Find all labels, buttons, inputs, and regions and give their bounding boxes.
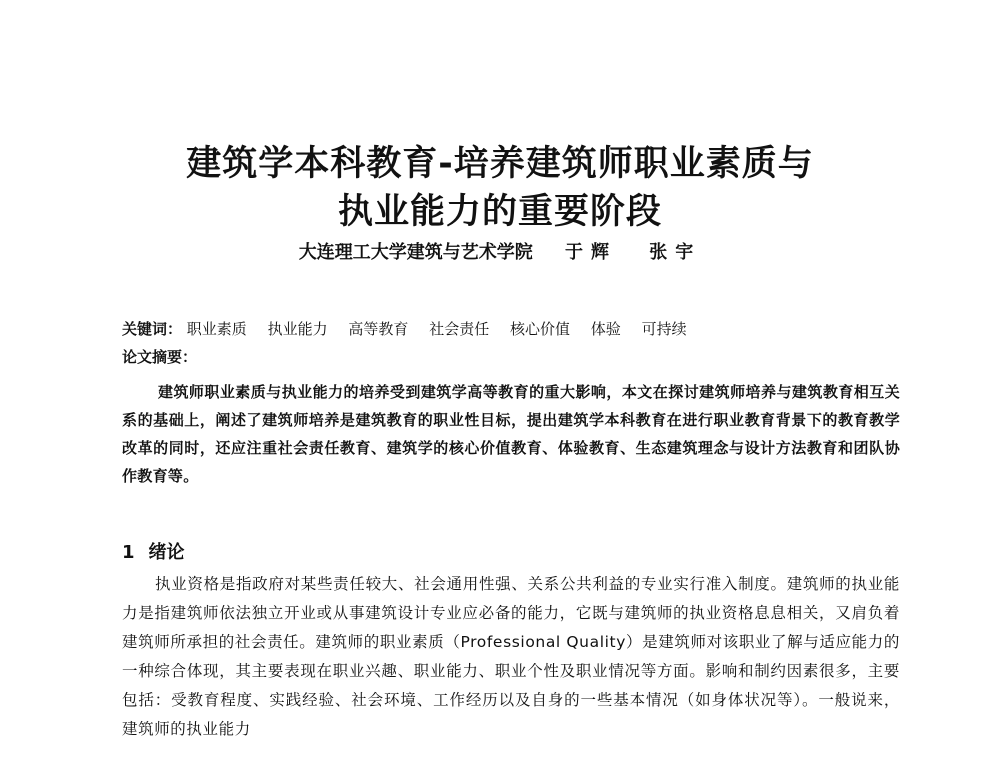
- abstract-paragraph: 建筑师职业素质与执业能力的培养受到建筑学高等教育的重大影响，本文在探讨建筑师培养与建筑教育相互关系的基础上，阐述了建筑师培养是建筑教育的职业性目标，提出建筑学本科教育在进行职业教育背景下的教育教学改革的同时，还应注重社会责任教育、建筑学的核心价值教育、体验教育、生态建筑理念与设计方法教育和团队协作教育等。: [122, 383, 900, 485]
- keyword-item: 高等教育: [348, 320, 409, 338]
- keyword-item: 执业能力: [267, 320, 328, 338]
- keyword-item: 社会责任: [429, 320, 490, 338]
- section-number: 1: [122, 542, 135, 563]
- author-name-2: 张宇: [649, 242, 702, 263]
- author-name-1: 于辉: [565, 242, 617, 263]
- author-line: [0, 240, 1000, 266]
- keyword-item: 核心价值: [509, 320, 570, 338]
- keywords-line: [122, 318, 922, 340]
- body-paragraph: 执业资格是指政府对某些责任较大、社会通用性强、关系公共利益的专业实行准入制度。建筑师的执业能力是指建筑师依法独立开业或从事建筑设计专业应必备的能力，它既与建筑师的执业资格息息相关，又肩负着建筑师所承担的社会责任。建筑师的职业素质（Professional Quality）是建筑师对该职业了解与适应能力的一种综合体现，其主要表现在职业兴趣、职业能力、职业个性及职业情况等方面。影响和制约因素很多，主要包括：受教育程度、实践经验、社会环境、工作经历以及自身的一些基本情况（如身体状况等）。一般说来，建筑师的执业能力: [122, 575, 900, 738]
- keywords-label: 关键词：: [122, 320, 183, 338]
- abstract-label: 论文摘要：: [122, 348, 198, 366]
- section-title: 绪论: [148, 542, 185, 563]
- keyword-item: 职业素质: [186, 320, 247, 338]
- section-heading: [122, 540, 185, 566]
- affiliation: 大连理工大学建筑与艺术学院: [298, 242, 533, 263]
- keyword-item: 体验: [590, 320, 621, 338]
- paper-title-line-1: 建筑学本科教育-培养建筑师职业素质与: [186, 144, 814, 184]
- paper-title-line-2: 执业能力的重要阶段: [337, 192, 662, 232]
- keyword-item: 可持续: [641, 320, 687, 338]
- title-block: [0, 140, 1000, 266]
